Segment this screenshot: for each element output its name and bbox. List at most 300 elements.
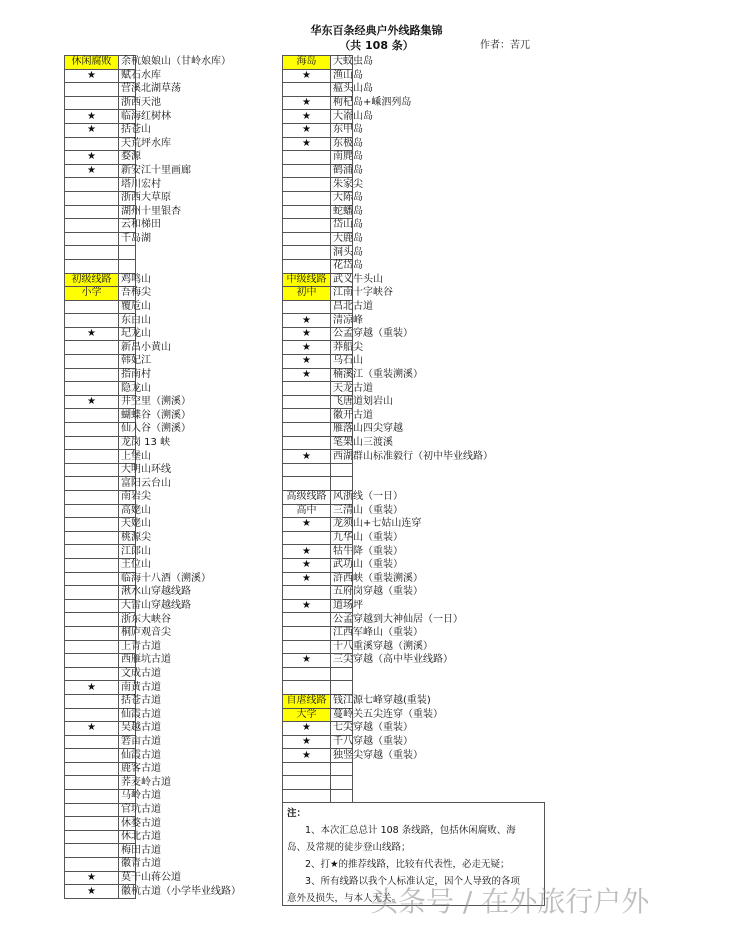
star-cell: ★	[65, 110, 119, 124]
route-name-cell: 独竖尖穿越（重装）	[331, 749, 353, 763]
route-name-cell: 笔架山三渡溪	[331, 436, 353, 450]
star-cell: ★	[283, 735, 331, 749]
table-row	[65, 599, 283, 613]
route-name-cell: 岱山岛	[331, 219, 353, 233]
star-cell: ★	[283, 749, 331, 763]
table-row	[283, 273, 546, 287]
route-name-cell: 天姥山	[119, 518, 136, 532]
route-name-cell: 花岱岛	[331, 259, 353, 273]
route-name-cell: 营溪北湖草荡	[119, 83, 136, 97]
table-row	[65, 395, 283, 409]
star-cell: ★	[283, 558, 331, 572]
route-name-cell: 昌北古道	[331, 300, 353, 314]
table-row	[65, 409, 283, 423]
table-row	[283, 123, 546, 137]
category-cell	[65, 613, 119, 627]
star-cell: ★	[283, 96, 331, 110]
route-name-cell: 西湖群山标准毅行（初中毕业线路）	[331, 450, 353, 464]
category-cell	[65, 586, 119, 600]
route-name-cell: 九华山（重装）	[331, 531, 353, 545]
table-row	[283, 423, 546, 437]
route-name-cell: 上青古道	[119, 640, 136, 654]
table-row	[65, 246, 283, 260]
table-row	[65, 96, 283, 110]
table-row	[65, 790, 283, 804]
route-name-cell: 大蚊虫岛	[331, 56, 353, 70]
category-cell	[283, 246, 331, 260]
route-name-cell: 天龙古道	[331, 382, 353, 396]
route-name-cell: 大明山环线	[119, 463, 136, 477]
star-cell: ★	[65, 722, 119, 736]
category-cell	[65, 355, 119, 369]
category-cell	[283, 259, 331, 273]
category-cell	[65, 341, 119, 355]
category-cell	[283, 232, 331, 246]
route-name-cell: 休婺古道	[119, 817, 136, 831]
table-row	[65, 219, 283, 233]
route-name-cell: 鹤浦岛	[331, 164, 353, 178]
route-name-cell: 楠溪江（重装溯溪）	[331, 368, 353, 382]
route-name-cell: 桃源尖	[119, 531, 136, 545]
category-cell	[65, 477, 119, 491]
route-name-cell: 钱江源七峰穿越(重装)	[331, 694, 353, 708]
route-name-cell: 枸杞岛+嵊泗列岛	[331, 96, 353, 110]
star-cell: ★	[283, 327, 331, 341]
route-name-cell: 徽开古道	[331, 409, 353, 423]
route-name-cell: 玘龙山	[119, 327, 136, 341]
route-name-cell: 牯牛降（重装）	[331, 545, 353, 559]
category-cell	[283, 300, 331, 314]
category-cell	[65, 708, 119, 722]
category-cell: 高级线路	[283, 491, 331, 505]
table-row	[65, 640, 283, 654]
star-cell: ★	[283, 545, 331, 559]
table-row	[65, 518, 283, 532]
category-cell	[65, 762, 119, 776]
note-line-5: 意外及损失，与本人无关。	[287, 893, 402, 904]
table-row	[283, 232, 546, 246]
category-cell	[65, 137, 119, 151]
category-cell	[65, 830, 119, 844]
star-cell: ★	[65, 151, 119, 165]
category-cell	[283, 531, 331, 545]
table-row	[283, 504, 546, 518]
route-name-cell: 临海红树林	[119, 110, 136, 124]
category-cell	[65, 803, 119, 817]
right-route-table	[282, 55, 546, 817]
table-row	[283, 749, 546, 763]
table-row	[283, 626, 546, 640]
route-name-cell: 五府岗穿越（重装）	[331, 586, 353, 600]
category-cell	[65, 463, 119, 477]
category-cell	[65, 232, 119, 246]
route-name-cell: 文成古道	[119, 667, 136, 681]
route-name-cell: 井空里（溯溪）	[119, 395, 136, 409]
route-name-cell: 浒西峡（重装溯溪）	[331, 572, 353, 586]
route-name-cell: 蝴蝶谷（溯溪）	[119, 409, 136, 423]
route-name-cell: 道场坪	[331, 599, 353, 613]
star-cell: ★	[283, 450, 331, 464]
route-name-cell: 朱家尖	[331, 178, 353, 192]
route-name-cell: 塔川宏村	[119, 178, 136, 192]
category-cell	[283, 640, 331, 654]
table-row	[65, 327, 283, 341]
category-cell: 高中	[283, 504, 331, 518]
table-row	[65, 681, 283, 695]
category-cell	[65, 776, 119, 790]
route-name-cell: 赋石水库	[119, 69, 136, 83]
route-name-cell: 高姥山	[119, 504, 136, 518]
route-name-cell: 南黄古道	[119, 681, 136, 695]
route-name-cell	[331, 463, 353, 477]
star-cell: ★	[65, 69, 119, 83]
category-cell	[65, 558, 119, 572]
star-cell: ★	[283, 722, 331, 736]
category-cell	[283, 776, 331, 790]
star-cell: ★	[65, 123, 119, 137]
star-cell: ★	[65, 681, 119, 695]
table-row	[283, 735, 546, 749]
route-name-cell: 鹿客古道	[119, 762, 136, 776]
route-name-cell: 括苍山	[119, 123, 136, 137]
star-cell: ★	[65, 327, 119, 341]
route-name-cell: 富阳云台山	[119, 477, 136, 491]
table-row	[283, 531, 546, 545]
star-cell: ★	[283, 123, 331, 137]
category-cell	[65, 246, 119, 260]
route-name-cell: 乌石山	[331, 355, 353, 369]
route-name-cell: 大雷山穿越线路	[119, 599, 136, 613]
route-name-cell: 瘟头山岛	[331, 83, 353, 97]
category-cell: 小学	[65, 287, 119, 301]
category-cell	[65, 694, 119, 708]
table-row	[65, 817, 283, 831]
route-name-cell: 蔓岭关五尖连穿（重装）	[331, 708, 353, 722]
route-name-cell	[119, 259, 136, 273]
category-cell	[65, 96, 119, 110]
table-row	[65, 545, 283, 559]
category-cell	[65, 259, 119, 273]
category-cell: 海岛	[283, 56, 331, 70]
route-name-cell: 西雁坑古道	[119, 654, 136, 668]
star-cell: ★	[283, 355, 331, 369]
table-row	[283, 463, 546, 477]
table-row	[65, 586, 283, 600]
table-row	[65, 137, 283, 151]
table-row	[65, 178, 283, 192]
category-cell	[65, 178, 119, 192]
route-name-cell: 武义牛头山	[331, 273, 353, 287]
table-row	[283, 436, 546, 450]
table-row	[283, 96, 546, 110]
table-row	[65, 885, 283, 899]
route-name-cell: 仙人谷（溯溪）	[119, 423, 136, 437]
table-row	[283, 69, 546, 83]
category-cell	[65, 640, 119, 654]
table-row	[65, 151, 283, 165]
route-name-cell: 浙西天池	[119, 96, 136, 110]
route-name-cell: 官坑古道	[119, 803, 136, 817]
route-name-cell: 雁落山四尖穿越	[331, 423, 353, 437]
star-cell: ★	[283, 599, 331, 613]
table-row	[65, 694, 283, 708]
category-cell	[283, 762, 331, 776]
route-name-cell	[331, 477, 353, 491]
table-row	[65, 69, 283, 83]
route-name-cell: 鸡鸣山	[119, 273, 136, 287]
table-row	[65, 205, 283, 219]
category-cell	[65, 436, 119, 450]
route-name-cell: 飞唐道划岩山	[331, 395, 353, 409]
table-row	[283, 164, 546, 178]
table-row	[283, 355, 546, 369]
table-row	[65, 858, 283, 872]
table-row	[283, 300, 546, 314]
category-cell	[65, 219, 119, 233]
table-row	[283, 545, 546, 559]
table-row	[65, 450, 283, 464]
category-cell: 大学	[283, 708, 331, 722]
category-cell	[65, 531, 119, 545]
table-row	[283, 110, 546, 124]
star-cell: ★	[283, 518, 331, 532]
category-cell	[283, 681, 331, 695]
route-name-cell: 箬亩古道	[119, 735, 136, 749]
star-cell: ★	[65, 164, 119, 178]
category-cell	[283, 436, 331, 450]
category-cell	[283, 219, 331, 233]
star-cell: ★	[283, 69, 331, 83]
table-row	[65, 708, 283, 722]
category-cell	[65, 205, 119, 219]
star-cell: ★	[283, 368, 331, 382]
author-label: 作者：苦兀	[480, 40, 530, 51]
star-cell: ★	[65, 871, 119, 885]
table-row	[65, 667, 283, 681]
table-row	[65, 626, 283, 640]
route-name-cell: 天荒坪水库	[119, 137, 136, 151]
route-name-cell: 新昌小黄山	[119, 341, 136, 355]
route-name-cell: 马岭古道	[119, 790, 136, 804]
route-name-cell: 龙岗 13 峡	[119, 436, 136, 450]
route-name-cell: 洞头岛	[331, 246, 353, 260]
category-cell	[65, 300, 119, 314]
route-name-cell: 浙东大峡谷	[119, 613, 136, 627]
table-row	[65, 531, 283, 545]
table-row	[65, 300, 283, 314]
category-cell	[283, 613, 331, 627]
route-name-cell: 仙霞古道	[119, 749, 136, 763]
table-row	[283, 599, 546, 613]
table-row	[65, 722, 283, 736]
route-name-cell: 梅田古道	[119, 844, 136, 858]
route-name-cell: 覆卮山	[119, 300, 136, 314]
table-row	[283, 722, 546, 736]
route-name-cell: 浙西大草原	[119, 191, 136, 205]
route-name-cell: 婺源	[119, 151, 136, 165]
table-row	[65, 491, 283, 505]
table-row	[283, 178, 546, 192]
table-row	[65, 762, 283, 776]
table-row	[283, 558, 546, 572]
table-row	[283, 776, 546, 790]
table-row	[65, 232, 283, 246]
category-cell	[65, 191, 119, 205]
table-row	[283, 341, 546, 355]
table-row	[283, 382, 546, 396]
route-name-cell: 桐庐观音尖	[119, 626, 136, 640]
table-row	[283, 56, 546, 70]
route-name-cell: 江西军峰山（重装）	[331, 626, 353, 640]
watermark: 头条号 / 在外旅行户外	[370, 885, 650, 918]
route-name-cell: 隐龙山	[119, 382, 136, 396]
category-cell	[65, 572, 119, 586]
category-cell	[283, 382, 331, 396]
note-line-2: 岛、及常规的徒步登山线路；	[287, 842, 411, 853]
route-name-cell: 吴越古道	[119, 722, 136, 736]
route-name-cell: 新安江十里画廊	[119, 164, 136, 178]
category-cell	[283, 667, 331, 681]
table-row	[65, 749, 283, 763]
left-route-table	[64, 55, 283, 899]
star-cell: ★	[283, 572, 331, 586]
category-cell	[283, 178, 331, 192]
table-row	[283, 246, 546, 260]
star-cell: ★	[65, 885, 119, 899]
route-name-cell: 蛇蟠岛	[331, 205, 353, 219]
category-cell	[65, 790, 119, 804]
table-row	[65, 83, 283, 97]
route-name-cell: 清凉峰	[331, 314, 353, 328]
table-row	[283, 640, 546, 654]
table-row	[283, 762, 546, 776]
table-row	[283, 137, 546, 151]
table-row	[283, 327, 546, 341]
route-name-cell: 南麂岛	[331, 151, 353, 165]
star-cell: ★	[283, 137, 331, 151]
category-cell	[65, 423, 119, 437]
table-row	[65, 123, 283, 137]
category-cell	[283, 477, 331, 491]
table-row	[65, 259, 283, 273]
category-cell	[65, 382, 119, 396]
category-cell: 初级线路	[65, 273, 119, 287]
route-name-cell: 龙须山+七姑山连穿	[331, 518, 353, 532]
route-name-cell: 江郎山	[119, 545, 136, 559]
table-row	[283, 83, 546, 97]
table-row	[65, 735, 283, 749]
table-row	[283, 654, 546, 668]
table-row	[283, 477, 546, 491]
category-cell: 自虐线路	[283, 694, 331, 708]
category-cell	[283, 423, 331, 437]
category-cell	[283, 463, 331, 477]
notes-label: 注：	[287, 808, 307, 819]
route-name-cell: 徽杭古道（小学毕业线路）	[119, 885, 136, 899]
category-cell	[283, 164, 331, 178]
category-cell	[65, 735, 119, 749]
category-cell	[283, 83, 331, 97]
star-cell: ★	[283, 314, 331, 328]
table-row	[283, 191, 546, 205]
table-row	[65, 558, 283, 572]
table-row	[283, 491, 546, 505]
category-cell: 初中	[283, 287, 331, 301]
table-row	[65, 830, 283, 844]
document-subtitle: （共 108 条）	[339, 39, 414, 52]
category-cell	[283, 205, 331, 219]
category-cell	[65, 667, 119, 681]
route-name-cell	[331, 681, 353, 695]
route-name-cell: 云和梯田	[119, 219, 136, 233]
table-row	[283, 314, 546, 328]
category-cell: 中级线路	[283, 273, 331, 287]
table-row	[283, 287, 546, 301]
table-row	[65, 871, 283, 885]
table-row	[283, 518, 546, 532]
table-row	[65, 191, 283, 205]
table-row	[283, 219, 546, 233]
table-row	[65, 382, 283, 396]
table-row	[283, 259, 546, 273]
table-row	[283, 708, 546, 722]
route-name-cell: 三尖穿越（高中毕业线路）	[331, 654, 353, 668]
route-name-cell: 休北古道	[119, 830, 136, 844]
star-cell: ★	[65, 395, 119, 409]
route-name-cell	[331, 667, 353, 681]
category-cell	[65, 504, 119, 518]
route-name-cell	[331, 762, 353, 776]
category-cell	[65, 83, 119, 97]
table-row	[65, 436, 283, 450]
route-name-cell: 七尖穿越（重装）	[331, 722, 353, 736]
table-row	[65, 463, 283, 477]
table-row	[65, 56, 283, 70]
note-line-4: 3、所有线路以我个人标准认定，因个人导致的各项	[305, 876, 521, 887]
route-name-cell: 江南十字峡谷	[331, 287, 353, 301]
route-name-cell: 湫水山穿越线路	[119, 586, 136, 600]
category-cell	[65, 518, 119, 532]
category-cell	[65, 545, 119, 559]
category-cell	[65, 858, 119, 872]
table-row	[283, 450, 546, 464]
route-name-cell: 武功山（重装）	[331, 558, 353, 572]
category-cell	[65, 749, 119, 763]
table-row	[65, 477, 283, 491]
table-row	[283, 151, 546, 165]
route-name-cell: 南岩尖	[119, 491, 136, 505]
table-row	[65, 355, 283, 369]
route-name-cell: 大鹿岛	[331, 232, 353, 246]
table-row	[283, 572, 546, 586]
table-row	[283, 409, 546, 423]
route-name-cell: 东白山	[119, 314, 136, 328]
route-name-cell: 湖州十里银杏	[119, 205, 136, 219]
table-row	[65, 314, 283, 328]
table-row	[65, 776, 283, 790]
category-cell	[65, 368, 119, 382]
category-cell	[65, 409, 119, 423]
category-cell	[65, 599, 119, 613]
route-name-cell: 公孟穿越（重装）	[331, 327, 353, 341]
route-name-cell: 风浙线（一日）	[331, 491, 353, 505]
route-name-cell: 千岛湖	[119, 232, 136, 246]
route-name-cell: 东甲岛	[331, 123, 353, 137]
table-row	[65, 572, 283, 586]
table-row	[283, 681, 546, 695]
table-row	[65, 654, 283, 668]
route-name-cell: 吾梅尖	[119, 287, 136, 301]
